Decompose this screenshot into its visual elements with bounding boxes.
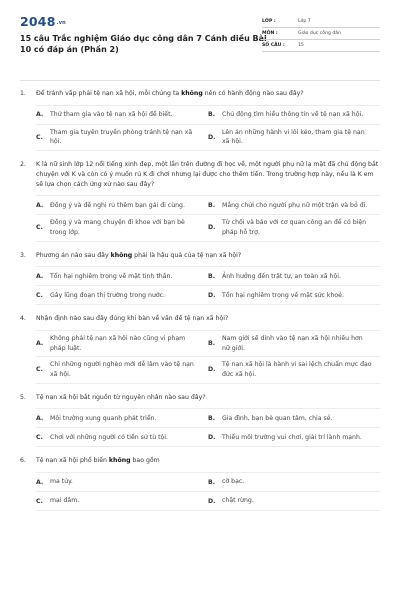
answer-letter: D. (208, 366, 216, 374)
answer-row (36, 286, 380, 305)
question-text (20, 456, 380, 466)
answer-row (36, 106, 380, 125)
answer-row (36, 215, 380, 241)
meta-value: Lớp 7 (298, 19, 311, 24)
answer-text: mại dâm. (50, 497, 80, 505)
answer-grid (36, 195, 380, 241)
answer-text: Tệ nạn xã hội là hành vi sai lệch chuẩn mực đạo đức xã hội. (222, 361, 372, 378)
answer-letter: B. (208, 201, 216, 209)
question-text-emphasis: không (181, 90, 203, 97)
answer-letter: B. (208, 478, 216, 486)
answer-option[interactable] (208, 430, 380, 446)
answer-letter: C. (36, 366, 43, 374)
answer-text: Chơi với những người có tiền sử tù tội. (50, 433, 168, 441)
answer-text: Chủ động tìm hiểu thông tin về tệ nạn xã hội. (222, 111, 364, 118)
answer-text: Môi trường xung quanh phát triển. (50, 414, 157, 422)
question-item (20, 251, 380, 306)
answer-row (36, 196, 380, 215)
question-text-pre: Nhận định nào sau đây đúng khi bàn về vấn đề tệ nạn xã hội? (36, 315, 229, 323)
answer-grid (36, 330, 380, 383)
question-text (20, 251, 380, 261)
answer-option[interactable] (208, 215, 380, 240)
answer-text: Gia đình, bạn bè quan tâm, chia sẻ. (222, 414, 333, 422)
answer-letter: D. (208, 291, 216, 299)
document-header (20, 14, 380, 76)
answer-text: Gây lũng đoạn thị trường trong nước. (50, 291, 166, 299)
answer-row (36, 492, 380, 511)
answer-option[interactable] (36, 288, 208, 304)
question-text-emphasis: không (108, 457, 131, 465)
answer-text: Không phải tệ nạn xã hội nào cũng vi phạm pháp luật. (50, 335, 186, 352)
answer-text: cờ bạc. (222, 478, 245, 486)
header-divider (20, 80, 380, 81)
question-number: 3. (20, 251, 26, 259)
question-number: 4. (20, 315, 26, 323)
meta-row-question-count (262, 40, 380, 52)
answer-letter: B. (208, 414, 216, 422)
question-item (20, 89, 380, 151)
answer-grid (36, 472, 380, 511)
question-body (36, 89, 304, 99)
answer-option[interactable] (208, 269, 380, 285)
answer-option[interactable] (36, 215, 208, 240)
answer-text: Thiếu môi trường vui chơi, giải trí lành mạnh. (222, 433, 362, 441)
answer-grid (36, 105, 380, 151)
question-item (20, 160, 380, 242)
answer-letter: D. (208, 224, 216, 232)
logo-suffix: .vn (56, 19, 66, 26)
question-list (20, 89, 380, 511)
header-left (20, 14, 267, 76)
answer-letter: B. (208, 272, 216, 280)
question-text (20, 314, 380, 324)
answer-letter: A. (36, 414, 44, 422)
answer-letter: C. (36, 291, 43, 299)
answer-letter: B. (208, 111, 216, 119)
answer-option[interactable] (36, 493, 208, 509)
answer-option[interactable] (36, 357, 208, 382)
question-item (20, 456, 380, 511)
question-body (36, 393, 206, 403)
meta-label: SỐ CÂU : (262, 43, 285, 48)
meta-value: 15 (298, 43, 304, 48)
logo-text: 2048 (20, 14, 56, 29)
answer-text: Từ chối và báo với cơ quan công an để có biện pháp hỗ trợ. (222, 219, 367, 236)
answer-letter: D. (208, 497, 216, 505)
answer-text: chặt rừng. (222, 497, 254, 505)
question-text-pre: Phương án nào sau đây (36, 251, 111, 259)
answer-text: Thử tham gia vào tệ nạn xã hội để biết. (50, 111, 173, 118)
answer-option[interactable] (208, 125, 380, 150)
question-body (36, 314, 228, 324)
answer-text: Đồng ý và mang chuyện đi khoe với bạn bè trong lớp. (50, 219, 185, 236)
answer-letter: A. (36, 111, 44, 119)
answer-letter: A. (36, 201, 44, 209)
question-item (20, 314, 380, 383)
answer-row (36, 267, 380, 286)
answer-letter: A. (36, 478, 44, 486)
answer-row (36, 473, 380, 492)
answer-text: Tổn hại nghiêm trọng về mặt sức khoẻ. (222, 291, 344, 299)
meta-label: LỚP : (262, 19, 276, 24)
answer-option[interactable] (208, 493, 380, 509)
question-text (20, 160, 380, 189)
site-logo[interactable] (20, 14, 260, 29)
answer-letter: D. (208, 433, 216, 441)
answer-text: Ảnh hưởng đến trật tự, an toàn xã hội. (222, 272, 341, 280)
question-text-emphasis: không (110, 251, 133, 259)
meta-row-subject (262, 28, 380, 40)
question-body (36, 251, 241, 261)
answer-letter: A. (36, 340, 44, 348)
answer-row (36, 331, 380, 357)
answer-option[interactable] (36, 474, 208, 490)
question-number: 1. (20, 90, 26, 97)
answer-option[interactable] (36, 331, 208, 356)
answer-text: Lên án những hành vi lôi kéo, tham gia tệ nạn xã hội. (222, 128, 365, 146)
answer-grid (36, 408, 380, 447)
answer-option[interactable] (36, 269, 208, 285)
question-item (20, 393, 380, 448)
answer-option[interactable] (208, 357, 380, 382)
answer-grid (36, 266, 380, 305)
answer-text: Nam giới sẽ dính vào tệ nạn xã hội nhiều hơn nữ giới. (222, 335, 363, 352)
answer-text: Tổn hại nghiêm trọng về mặt tinh thần. (50, 272, 173, 280)
answer-option[interactable] (208, 411, 380, 427)
question-text-post: phải là hậu quả của tệ nạn xã hội? (132, 251, 242, 259)
answer-text: Mắng chửi cho người phụ nữ một trận và bỏ đi. (222, 201, 368, 209)
answer-letter: C. (36, 133, 43, 141)
answer-option[interactable] (208, 107, 380, 123)
question-text-pre: Tệ nạn xã hội phổ biến (36, 457, 109, 465)
answer-option[interactable] (208, 198, 380, 214)
answer-option[interactable] (36, 107, 208, 123)
meta-label: MÔN : (262, 31, 278, 36)
answer-option[interactable] (36, 411, 208, 427)
answer-row (36, 357, 380, 383)
answer-row (36, 409, 380, 428)
question-body (36, 456, 160, 466)
answer-option[interactable] (36, 430, 208, 446)
question-body (36, 160, 380, 189)
answer-option[interactable] (36, 198, 208, 214)
answer-letter: D. (208, 133, 216, 141)
meta-row-class (262, 16, 380, 28)
document-title: 15 câu Trắc nghiệm Giáo dục công dân 7 Cánh diều Bài 10 có đáp án (Phần 2) (20, 34, 267, 54)
question-number: 2. (20, 160, 26, 168)
question-text-pre: K là nữ sinh lớp 12 nổi tiếng xinh đẹp, một lần trên đường đi học về, một người phụ nữ lạ mặt đã chủ động bắt chuyện với K và còn có ý muốn rủ K đi chơi nhưng lại được cho thêm tiền. Trong trường hợp này, nếu là K em sẽ lựa chọn cách ứng xử nào sau đây? (36, 160, 379, 188)
answer-option[interactable] (36, 125, 208, 150)
meta-value: Giáo dục công dân (298, 31, 342, 36)
answer-row (36, 125, 380, 151)
question-text-pre: Tệ nạn xã hội bắt nguồn từ nguyên nhân nào sau đây? (36, 393, 206, 401)
answer-text: Tham gia tuyên truyền phòng tránh tệ nạn xã hội. (50, 128, 193, 146)
question-number: 5. (20, 393, 26, 401)
answer-letter: C. (36, 224, 43, 232)
document-meta-table (262, 16, 380, 76)
question-text (20, 89, 380, 99)
answer-letter: C. (36, 497, 43, 505)
question-text-post: bao gồm (130, 457, 160, 465)
answer-letter: C. (36, 433, 43, 441)
answer-text: Đồng ý và đề nghị rủ thêm bạn gái đi cùng. (50, 201, 185, 209)
question-text-pre: Để tránh vấp phải tệ nạn xã hội, mỗi chúng ta (36, 90, 182, 97)
question-text (20, 393, 380, 403)
answer-option[interactable] (208, 474, 380, 490)
answer-option[interactable] (208, 288, 380, 304)
answer-row (36, 428, 380, 447)
answer-option[interactable] (208, 331, 380, 356)
question-text-post: nên có hành động nào sau đây? (202, 90, 304, 97)
answer-text: ma túy. (50, 478, 73, 486)
answer-text: Chỉ những người nghèo mới dễ lâm vào tệ nạn xã hội. (50, 361, 194, 378)
question-number: 6. (20, 457, 26, 465)
answer-letter: B. (208, 340, 216, 348)
answer-letter: A. (36, 272, 44, 280)
